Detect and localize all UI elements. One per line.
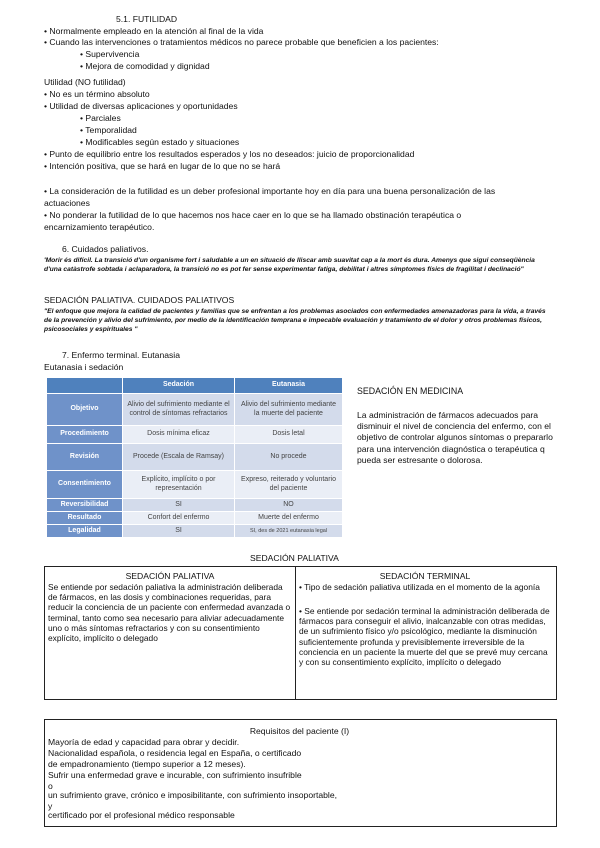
section-heading-sedacion: SEDACIÓN PALIATIVA. CUIDADOS PALIATIVOS — [44, 295, 235, 305]
requisito-line: Nacionalidad española, o residencia legal en España, o certificado — [48, 748, 302, 758]
requisitos-title: Requisitos del paciente (I) — [249, 726, 350, 736]
cell-sedacion: Procede (Escala de Ramsay) — [123, 444, 235, 471]
paragraph-line: • La consideración de la futilidad es un deber profesional importante hoy en día para una buena personalización de las — [44, 186, 496, 196]
section-heading-futilidad: 5.1. FUTILIDAD — [116, 14, 178, 24]
list-item: • Modificables según estado y situaciones — [80, 137, 240, 147]
list-item: • Normalmente empleado en la atención al final de la vida — [44, 26, 264, 36]
requisito-line: certificado por el profesional médico responsable — [48, 810, 235, 820]
left-column-title: SEDACIÓN PALIATIVA — [125, 571, 215, 581]
table-row — [47, 512, 343, 525]
section-heading-utilidad: Utilidad (NO futilidad) — [44, 77, 126, 87]
medicina-heading: SEDACIÓN EN MEDICINA — [357, 386, 464, 396]
requisito-line: de empadronamiento (tiempo superior a 12 meses). — [48, 759, 246, 769]
row-label: Objetivo — [47, 394, 123, 426]
table-header: Sedación — [123, 378, 235, 394]
list-item: • Utilidad de diversas aplicaciones y oportunidades — [44, 101, 238, 111]
row-label: Legalidad — [47, 525, 123, 538]
table-row — [47, 499, 343, 512]
section-heading-enfermo: 7. Enfermo terminal. Eutanasia — [62, 350, 180, 360]
list-item: • Mejora de comodidad y dignidad — [80, 61, 210, 71]
paliativa-title: SEDACIÓN PALIATIVA — [250, 553, 339, 563]
paragraph-line: encarnizamiento terapéutico. — [44, 222, 155, 232]
table-row — [47, 426, 343, 444]
column-divider — [295, 567, 296, 699]
cell-sedacion: Explícito, implícito o por representación — [123, 471, 235, 499]
row-label: Revisión — [47, 444, 123, 471]
list-item: • Parciales — [80, 113, 121, 123]
cell-eutanasia: Muerte del enfermo — [235, 512, 343, 525]
subheading-eutanasia: Eutanasia i sedación — [44, 362, 124, 372]
right-item: • Tipo de sedación paliativa utilizada en el momento de la agonía — [299, 582, 540, 592]
cell-sedacion: SI — [123, 525, 235, 538]
table-header-row — [47, 378, 343, 394]
list-item: • Intención positiva, que se hará en lugar de lo que no se hará — [44, 161, 281, 171]
section-heading-cuidados: 6. Cuidados paliativos. — [62, 244, 149, 254]
cell-eutanasia: Alivio del sufrimiento mediante la muerte del paciente — [235, 394, 343, 426]
table-header — [47, 378, 123, 394]
right-column-title: SEDACIÓN TERMINAL — [379, 571, 471, 581]
row-label: Consentimiento — [47, 471, 123, 499]
requisito-line: Sufrir una enfermedad grave e incurable, con sufrimiento insufrible — [48, 770, 302, 780]
row-label: Procedimiento — [47, 426, 123, 444]
row-label: Reversibilidad — [47, 499, 123, 512]
cell-sedacion: Dosis mínima eficaz — [123, 426, 235, 444]
table-row — [47, 525, 343, 538]
cell-eutanasia: Dosis letal — [235, 426, 343, 444]
cell-eutanasia: SI, des de 2021 eutanasia legal — [235, 525, 343, 538]
requisito-line: un sufrimiento grave, crónico e imposibilitante, con sufrimiento insoportable, — [48, 790, 337, 800]
comparison-table — [46, 377, 343, 538]
list-item: • Cuando las intervenciones o tratamientos médicos no parece probable que beneficien a los pacientes: — [44, 37, 439, 47]
cell-sedacion: Confort del enfermo — [123, 512, 235, 525]
requisito-line: Mayoría de edad y capacidad para obrar y decidir. — [48, 737, 240, 747]
list-item: • Punto de equilibrio entre los resultados esperados y los no deseados: juicio de proporcionalidad — [44, 149, 415, 159]
cell-sedacion: SI — [123, 499, 235, 512]
quote-morir: 'Morir és difícil. La transició d'un organisme fort i saludable a un en situació de lliscar amb suavitat cap a la mort és dura. Amenys que sigui conseqüència d'una catàstrofe sobtada i aclaparadora, la transició no es pot fer sense experimentar fatiga, debilitat i altres símptomes físics de fragilitat i declinació" — [44, 257, 535, 274]
table-row — [47, 444, 343, 471]
quote-definicion: "El enfoque que mejora la calidad de pacientes y familias que se enfrentan a los problemas asociados con enfermedades amenazadoras para la vida, a través de la prevención y alivio del sufrimiento, por medio de la identificación temprana e impecable evaluación y tratamiento de el dolor y otros problemas físicos, psicosociales y espirituales " — [44, 308, 546, 334]
table-header: Eutanasia — [235, 378, 343, 394]
row-label: Resultado — [47, 512, 123, 525]
table-row — [47, 471, 343, 499]
paragraph-line: actuaciones — [44, 198, 90, 208]
list-item: • Temporalidad — [80, 125, 137, 135]
cell-eutanasia: No procede — [235, 444, 343, 471]
list-item: • No es un término absoluto — [44, 89, 150, 99]
right-item: • Se entiende por sedación terminal la administración deliberada de fármacos para conseguir el alivio, inalcanzable con otras medidas, de un sufrimiento físico y/o psicológico, mediante la disminución suficientemente profunda y previsiblemente irreversible de la conciencia en un paciente la muerte del que se prevé muy cercana y con su consentimiento explícito, implícito o delegado — [299, 606, 550, 668]
medicina-text: La administración de fármacos adecuados para disminuir el nivel de conciencia del enfermo, con el objetivo de controlar algunos síntomas o prepararlo para una intervención diagnóstica o terapéutica q pueda ser estresante o dolorosa. — [357, 410, 553, 465]
list-item: • Supervivencia — [80, 49, 140, 59]
table-row — [47, 394, 343, 426]
requisito-line: y — [48, 801, 53, 811]
left-column-text: Se entiende por sedación paliativa la administración deliberada de fármacos, en las dosis y combinaciones requeridas, para reducir la conciencia de un paciente con enfermedad avanzada o terminal, tanto como sea necesario para aliviar adecuadamente uno o más síntomas refractarios y con su consentimiento explícito, implícito o delegado — [48, 582, 291, 644]
cell-eutanasia: Expreso, reiterado y voluntario del paciente — [235, 471, 343, 499]
paragraph-line: • No ponderar la futilidad de lo que hacemos nos hace caer en lo que se ha llamado obstinación terapéutica o — [44, 210, 462, 220]
cell-sedacion: Alivio del sufrimiento mediante el control de síntomas refractarios — [123, 394, 235, 426]
cell-eutanasia: NO — [235, 499, 343, 512]
requisito-line: o — [48, 781, 53, 791]
